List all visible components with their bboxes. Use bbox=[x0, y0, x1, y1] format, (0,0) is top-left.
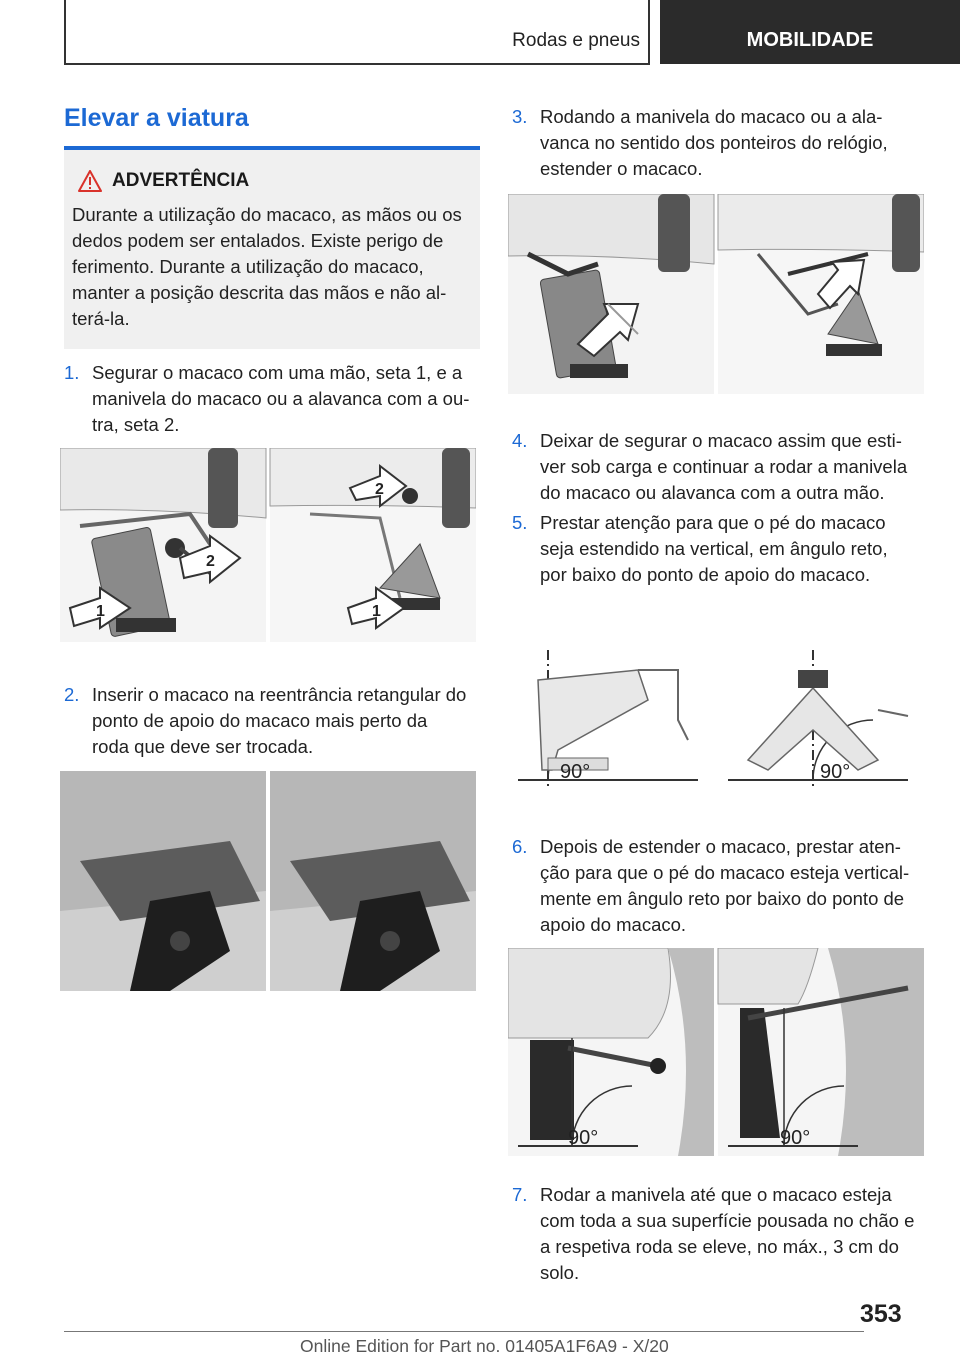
step-6-line-1: Depois de estender o macaco, prestar aten- bbox=[540, 836, 901, 857]
header-bottom-rule bbox=[64, 63, 650, 65]
step-4-line-3: do macaco ou alavanca com a outra mão. bbox=[540, 482, 885, 503]
step-3-line-2: vanca no sentido dos ponteiros do relógio, bbox=[540, 132, 888, 153]
step-7-line-3: a respetiva roda se eleve, no máx., 3 cm do bbox=[540, 1236, 899, 1257]
page-number: 353 bbox=[860, 1300, 902, 1328]
step-5 bbox=[512, 510, 932, 590]
step-3 bbox=[512, 104, 932, 184]
angle-label-photo-right: 90° bbox=[780, 1127, 811, 1149]
arrow-label-2b: 2 bbox=[375, 481, 384, 498]
warning-body: Durante a utilização do macaco, as mãos ou os dedos podem ser entalados. Existe perigo de ferimento. Durante a utilização do macaco, manter a posição descrita das mãos e não al-terá-la. bbox=[72, 204, 462, 329]
warning-heading bbox=[78, 170, 472, 192]
header-separator bbox=[648, 0, 650, 64]
step-4-number: 4. bbox=[512, 430, 528, 451]
step-1-line-2: manivela do macaco ou a alavanca com a ou- bbox=[92, 388, 470, 409]
figure-jack-point-illustration bbox=[60, 771, 476, 991]
step-4-line-1: Deixar de segurar o macaco assim que esti- bbox=[540, 430, 902, 451]
step-5-line-2: seja estendido na vertical, em ângulo reto, bbox=[540, 538, 888, 559]
step-1-number: 1. bbox=[64, 362, 80, 383]
step-3-line-3: estender o macaco. bbox=[540, 158, 703, 179]
step-3-number: 3. bbox=[512, 106, 528, 127]
step-6-line-2: ção para que o pé do macaco esteja vertical- bbox=[540, 862, 910, 883]
step-5-line-1: Prestar atenção para que o pé do macaco bbox=[540, 512, 886, 533]
angle-label-left: 90° bbox=[560, 761, 591, 783]
angle-label-photo-left: 90° bbox=[568, 1127, 599, 1149]
step-6-line-3: mente em ângulo reto por baixo do ponto de bbox=[540, 888, 905, 909]
figure-right-angle-diagrams bbox=[508, 640, 924, 800]
header-left-rule bbox=[64, 0, 66, 64]
step-2-line-2: ponto de apoio do macaco mais perto da bbox=[92, 710, 428, 731]
step-7-number: 7. bbox=[512, 1184, 528, 1205]
step-6-line-4: apoio do macaco. bbox=[540, 914, 687, 935]
footer-rule bbox=[64, 1331, 864, 1332]
figure-hold-jack-illustration bbox=[60, 448, 476, 642]
step-7-line-2: com toda a sua superfície pousada no chão e bbox=[540, 1210, 915, 1231]
arrow-label-1: 1 bbox=[96, 603, 105, 620]
step-4 bbox=[512, 428, 932, 508]
step-5-number: 5. bbox=[512, 512, 528, 533]
step-5-line-3: por baixo do ponto de apoio do macaco. bbox=[540, 564, 871, 585]
step-2-line-3: roda que deve ser trocada. bbox=[92, 736, 314, 757]
figure-hold-jack bbox=[60, 448, 476, 642]
warning-box bbox=[64, 150, 480, 349]
step-2-number: 2. bbox=[64, 684, 80, 705]
step-6 bbox=[512, 834, 932, 942]
footer-edition[interactable]: Online Edition for Part no. 01405A1F6A9 - X/20 bbox=[300, 1336, 669, 1356]
step-7-line-4: solo. bbox=[540, 1262, 580, 1283]
step-1 bbox=[64, 360, 484, 440]
step-2 bbox=[64, 682, 484, 762]
figure-jack-point-photos bbox=[60, 771, 476, 991]
figure-jack-vertical bbox=[508, 948, 924, 1156]
warning-triangle-icon bbox=[78, 170, 102, 192]
step-1-line-1: Segurar o macaco com uma mão, seta 1, e a bbox=[92, 362, 463, 383]
step-1-line-3: tra, seta 2. bbox=[92, 414, 180, 435]
step-4-line-2: ver sob carga e continuar a rodar a manivela bbox=[540, 456, 908, 477]
step-6-number: 6. bbox=[512, 836, 528, 857]
figure-jack-vertical-illustration bbox=[508, 948, 924, 1156]
step-7 bbox=[512, 1182, 932, 1290]
header-section[interactable]: Rodas e pneus bbox=[512, 30, 640, 51]
figure-extend-jack-illustration bbox=[508, 194, 924, 394]
step-7-line-1: Rodar a manivela até que o macaco esteja bbox=[540, 1184, 892, 1205]
warning-heading-text: ADVERTÊNCIA bbox=[112, 170, 250, 191]
figure-extend-jack bbox=[508, 194, 924, 394]
warning-text bbox=[72, 202, 472, 332]
angle-label-right: 90° bbox=[820, 761, 851, 783]
arrow-label-2: 2 bbox=[206, 553, 215, 570]
figure-right-angle-illustration bbox=[508, 640, 924, 800]
arrow-label-1b: 1 bbox=[372, 603, 381, 620]
step-3-line-1: Rodando a manivela do macaco ou a ala- bbox=[540, 106, 883, 127]
header-chapter-tab[interactable]: MOBILIDADE bbox=[660, 0, 960, 64]
page-title: Elevar a viatura bbox=[64, 104, 249, 132]
step-2-line-1: Inserir o macaco na reentrância retangular do bbox=[92, 684, 467, 705]
